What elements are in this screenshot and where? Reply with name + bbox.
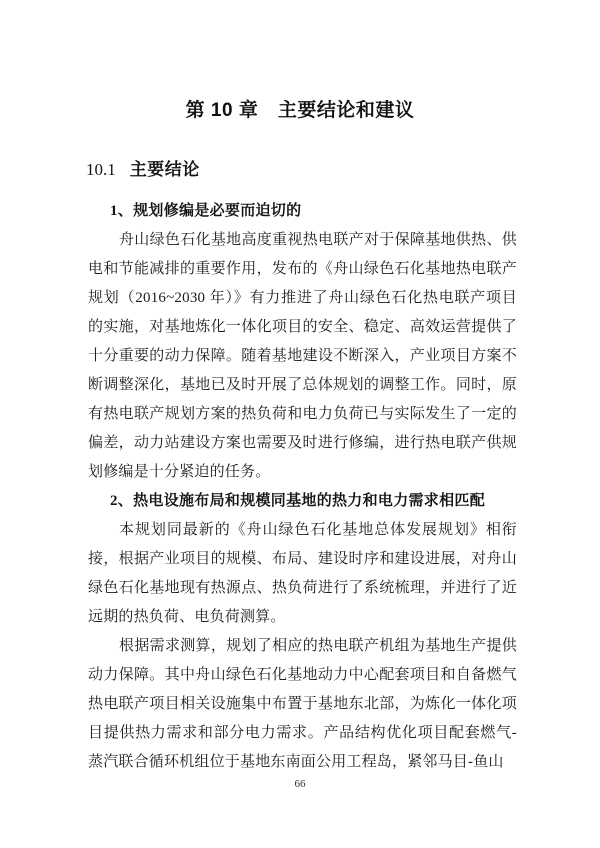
subheading-2: 2、热电设施布局和规模同基地的热力和电力需求相匹配 xyxy=(110,493,486,509)
paragraph-2: 本规划同最新的《舟山绿色石化基地总体发展规划》相衔接，根据产业项目的规模、布局、建设时序和建设进展，对舟山绿色石化基地现有热源点、热负荷进行了系统梳理，并进行了近远期的热负荷、电负荷测算。 xyxy=(88,522,517,625)
paragraph-3: 根据需求测算，规划了相应的热电联产机组为基地生产提供动力保障。其中舟山绿色石化基地动力中心配套项目和自备燃气热电联产项目相关设施集中布置于基地东北部，为炼化一体化项目提供热力需求和部分电力需求。产品结构优化项目配套燃气-蒸汽联合循环机组位于基地东南面公用工程岛，紧邻马目-鱼山 xyxy=(88,638,517,770)
section-number: 10.1 xyxy=(86,160,116,179)
page-number: 66 xyxy=(294,778,306,790)
section-label: 主要结论 xyxy=(129,160,200,179)
paragraph-1: 舟山绿色石化基地高度重视热电联产对于保障基地供热、供电和节能减排的重要作用，发布的《舟山绿色石化基地热电联产规划（2016~2030 年）》有力推进了舟山绿色石化热电联产项目的实施，对基地炼化一体化项目的安全、稳定、高效运营提供了十分重要的动力保障。随着基地建设不断深入，产业项目方案不断调整深化，基地已及时开展了总体规划的调整工作。同时，原有热电联产规划方案的热负荷和电力负荷已与实际发生了一定的偏差，动力站建设方案也需要及时进行修编，进行热电联产供规划修编是十分紧迫的任务。 xyxy=(88,232,517,480)
body-text xyxy=(0,179,600,777)
section-heading xyxy=(0,121,600,179)
chapter-title: 第 10 章 主要结论和建议 xyxy=(185,100,415,121)
subheading-1: 1、规划修编是必要而迫切的 xyxy=(110,203,302,219)
